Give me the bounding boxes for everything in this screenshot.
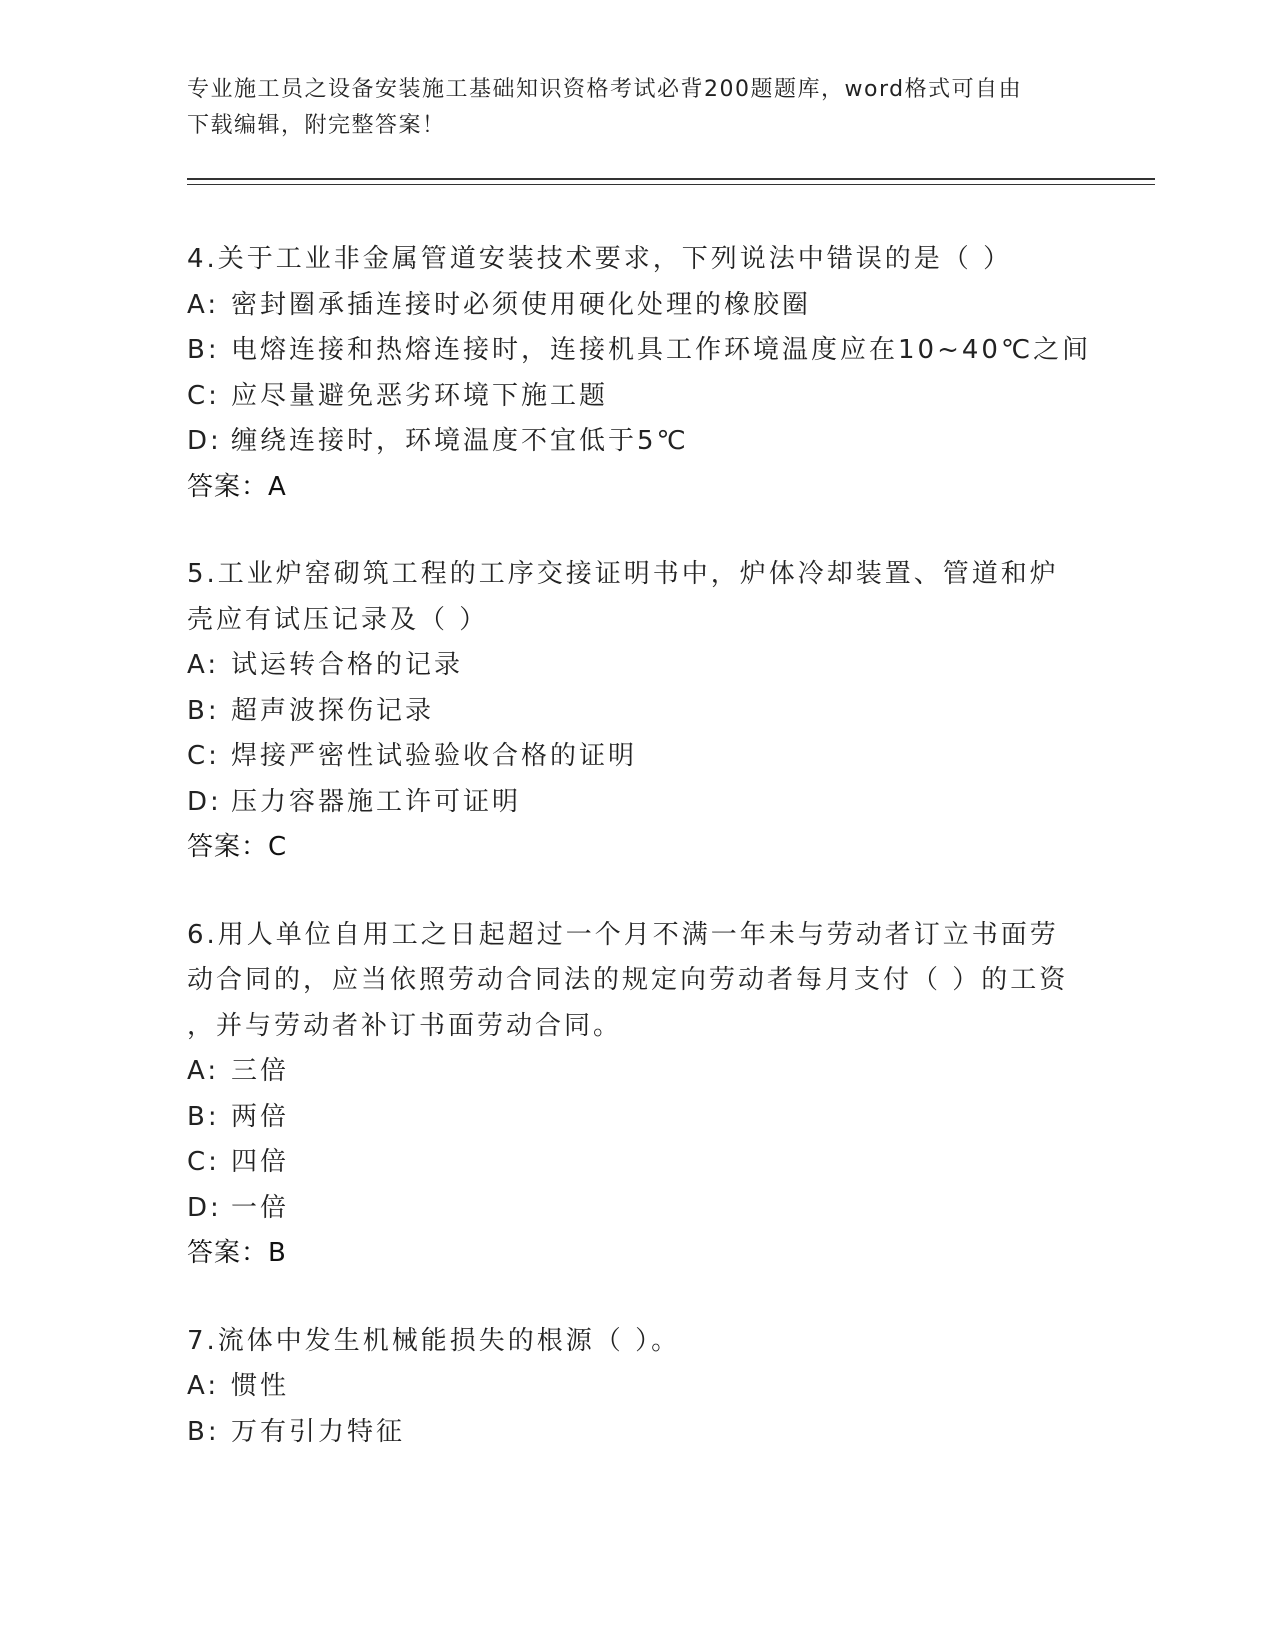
- option-text: 缠绕连接时，环境温度不宜低于5℃: [231, 426, 689, 456]
- option-b: [187, 689, 1087, 735]
- option-text: 万有引力特征: [231, 1416, 406, 1447]
- option-b: [187, 1095, 1087, 1141]
- option-key: B:: [187, 1416, 220, 1447]
- option-key: A:: [187, 1371, 220, 1401]
- option-key: C:: [187, 380, 220, 411]
- option-text: 焊接严密性试验验收合格的证明: [231, 741, 638, 771]
- question-text-line-2: 壳应有试压记录及（ ）: [187, 604, 489, 635]
- option-text: 应尽量避免恶劣环境下施工题: [231, 380, 609, 411]
- option-b: [187, 328, 1092, 374]
- option-key: A:: [187, 650, 220, 680]
- option-key: A:: [187, 289, 220, 320]
- option-text: 电熔连接和热熔连接时，连接机具工作环境温度应在10~40℃之间: [231, 335, 1092, 365]
- option-key: C:: [187, 1147, 220, 1177]
- question-text-line-2: 动合同的，应当依照劳动合同法的规定向劳动者每月支付（ ）的工资: [187, 965, 1069, 995]
- question-item: [187, 913, 1087, 1277]
- option-text: 两倍: [231, 1101, 290, 1132]
- option-text: 密封圈承插连接时必须使用硬化处理的橡胶圈: [231, 289, 812, 320]
- option-a: [187, 1364, 1087, 1410]
- answer-line: 答案：C: [187, 832, 288, 862]
- question-text-line-3: ，并与劳动者补订书面劳动合同。: [187, 1010, 623, 1041]
- option-a: [187, 283, 1087, 329]
- option-c: [187, 374, 1087, 420]
- option-text: 四倍: [231, 1147, 290, 1177]
- option-d: [187, 419, 1087, 465]
- option-key: A:: [187, 1056, 220, 1086]
- question-text-line-1: 6.用人单位自用工之日起超过一个月不满一年未与劳动者订立书面劳: [187, 919, 1059, 950]
- question-text-line-1: 5.工业炉窑砌筑工程的工序交接证明书中，炉体冷却装置、管道和炉: [187, 559, 1059, 589]
- answer-line: 答案：B: [187, 1238, 287, 1268]
- question-text: 4.关于工业非金属管道安装技术要求，下列说法中错误的是（ ）: [187, 244, 1013, 274]
- option-d: [187, 1186, 1087, 1232]
- option-text: 压力容器施工许可证明: [231, 786, 522, 817]
- option-text: 三倍: [231, 1056, 290, 1086]
- question-text: 7.流体中发生机械能损失的根源（ ）。: [187, 1325, 681, 1356]
- header-line-2: 下载编辑，附完整答案！: [187, 113, 446, 138]
- option-a: [187, 1049, 1087, 1095]
- document-header: [187, 72, 1067, 144]
- option-key: B:: [187, 695, 220, 726]
- option-key: B:: [187, 335, 220, 365]
- option-key: D:: [187, 786, 222, 817]
- option-key: D:: [187, 1192, 222, 1223]
- option-d: [187, 780, 1087, 826]
- option-a: [187, 643, 1087, 689]
- option-c: [187, 1140, 1087, 1186]
- option-key: C:: [187, 741, 220, 771]
- option-b: [187, 1410, 1087, 1456]
- option-key: B:: [187, 1101, 220, 1132]
- question-item: [187, 1319, 1087, 1456]
- question-item: [187, 552, 1087, 871]
- option-text: 一倍: [231, 1192, 290, 1223]
- header-divider-thin: [187, 184, 1155, 185]
- header-divider-thick: [187, 178, 1155, 180]
- option-text: 试运转合格的记录: [231, 650, 464, 680]
- option-c: [187, 734, 1087, 780]
- header-line-1: 专业施工员之设备安装施工基础知识资格考试必背200题题库，word格式可自由: [187, 77, 1023, 102]
- question-item: [187, 237, 1092, 510]
- option-text: 惯性: [231, 1371, 290, 1401]
- answer-line: 答案：A: [187, 471, 287, 502]
- question-list: [187, 237, 1092, 1497]
- option-key: D:: [187, 426, 222, 456]
- option-text: 超声波探伤记录: [231, 695, 435, 726]
